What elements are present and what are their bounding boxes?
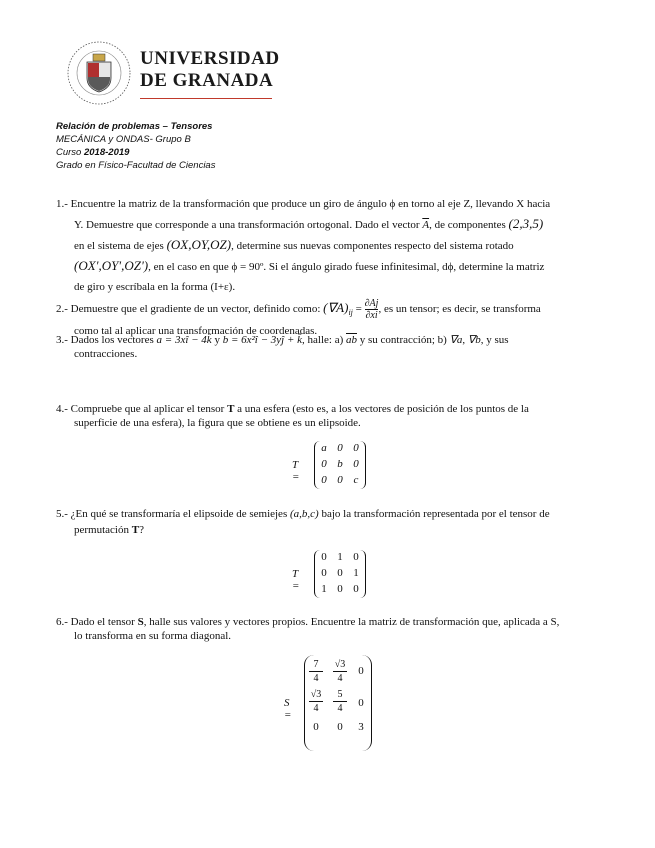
p5-text: 5.- ¿En qué se transformaría el elipsoide de semiejes [56,508,290,520]
matrix-cell: 0 [353,458,359,470]
p1-components: (2,3,5) [508,216,544,231]
matrix-cell: 0 [337,474,343,486]
p4-text: a una esfera (esto es, a los vectores de posición de los puntos de la [234,403,529,415]
year-value: 2018-2019 [83,147,130,158]
matrix-cell: 1 [353,567,359,579]
p6-tensor-S: S [137,616,144,628]
year-prefix: Curso [56,147,84,158]
p6-r1c1 [307,659,325,684]
p3-text: , y sus [480,334,509,346]
p4-tensor-T: T [227,403,235,415]
frac-den: 4 [337,673,343,684]
problem-6 [56,615,601,643]
p4-matrix-body [314,441,366,489]
matrix-cell: 0 [353,442,359,454]
p1-text: , determine sus nuevas componentes respecto del sistema rotado [231,240,514,252]
p6-text: 6.- Dado el tensor [56,616,138,628]
matrix-cell: 0 [313,721,319,733]
matrix-cell: 0 [337,721,343,733]
p6-line2: lo transforma en su forma diagonal. [74,630,232,642]
p2-text: , es un tensor; es decir, se transforma [378,303,541,316]
matrix-cell: 0 [358,665,364,677]
p5-matrix-label: T = [292,568,300,592]
problem-4 [56,402,601,430]
p1-rotated-axes: (OX',OY',OZ') [74,258,149,273]
p2-frac-den: ∂xi [365,310,378,321]
p3-vector-b: b = 6x²î − 3yĵ + k̂ [222,334,303,346]
matrix-cell: 0 [353,583,359,595]
p6-matrix-label: S = [284,697,292,721]
p4-text: 4.- Compruebe que al aplicar el tensor [56,403,228,415]
matrix-cell: a [321,442,327,454]
p4-matrix-label: T = [292,459,300,483]
matrix-cell: 0 [321,567,327,579]
p1-text: en el sistema de ejes [74,240,167,252]
frac-num: √3 [310,689,322,700]
p6-line1 [56,615,601,629]
frac-den: 4 [313,703,319,714]
matrix-cell: 3 [358,721,364,733]
p2-line1 [56,298,601,321]
matrix-cell: 0 [353,551,359,563]
university-seal-logo [66,40,132,106]
frac-den: 4 [337,703,343,714]
p3-text: y [211,334,223,346]
p1-line1: 1.- Encuentre la matriz de la transformación que produce un giro de ángulo ϕ en torno al eje Z, llevando X hacia [56,198,551,210]
frac-num: 7 [313,659,319,670]
matrix-cell: c [353,474,359,486]
p5-text: permutación [74,524,132,536]
university-name [140,48,280,92]
problem-3 [56,333,601,361]
p4-line1 [56,402,601,416]
p2-subscript: ij [348,308,353,318]
p1-text: Y. Demuestre que corresponde a una transformación ortogonal. Dado el vector [74,219,423,231]
matrix-cell: 0 [337,583,343,595]
p3-text: , halle: a) [302,334,346,346]
p3-text: 3.- Dados los vectores [56,334,157,346]
matrix-cell: 1 [337,551,343,563]
p1-line3 [56,235,601,256]
p1-line5: de giro y escríbala en la forma (I+ε). [74,281,236,293]
course-name: MECÁNICA y ONDAS- Grupo B [56,134,191,145]
frac-num: 5 [337,689,343,700]
p6-r1c2 [331,659,349,684]
university-name-line1: UNIVERSIDAD [140,48,280,69]
p5-tensor-T: T [131,524,140,536]
p2-fraction [365,298,379,321]
p3-grad-a: ∇a [449,334,463,346]
p1-text: , en el caso en que ϕ = 90º. Si el ángulo girado fuese infinitesimal, dϕ, determine la matriz [148,261,545,273]
frac-den: 4 [313,673,319,684]
p3-line2: contracciones. [74,348,138,360]
p6-matrix-body [304,655,372,751]
p6-r2c1 [307,689,325,714]
p3-line1 [56,333,601,347]
p6-text: , halle sus valores y vectores propios. Encuentre la matriz de transformación que, aplicada a S, [143,616,560,628]
p1-vector-a: $\overline{A}$ [422,219,430,231]
p3-dyad: $\overline{ab}$ [346,334,357,346]
header-divider [140,98,272,99]
matrix-cell: 0 [337,442,343,454]
p3-text: , [462,334,468,346]
p3-grad-b: ∇b [467,334,481,346]
p3-vector-a: a = 3xî − 4k̂ [156,334,212,346]
matrix-cell: 0 [321,474,327,486]
frac-num: √3 [334,659,346,670]
matrix-cell: 0 [321,551,327,563]
p5-text: ? [139,524,144,536]
p5-line1 [56,506,601,522]
p5-line2 [56,522,601,538]
p5-semiaxes: (a,b,c) [289,508,319,520]
p2-text: 2.- Demuestre que el gradiente de un vector, definido como: [56,303,324,316]
p5-text: bajo la transformación representada por el tensor de [318,508,550,520]
matrix-cell: b [337,458,343,470]
p1-axes: (OX,OY,OZ) [166,237,232,252]
problem-2 [56,298,601,338]
degree-name: Grado en Físico-Facultad de Ciencias [56,160,216,171]
p1-line2 [56,214,601,235]
p2-gradient: (∇A) [323,300,349,316]
p4-line2: superficie de una esfera), la figura que se obtiene es un elipsoide. [74,417,361,429]
p1-line4 [56,256,601,277]
matrix-cell: 0 [337,567,343,579]
problem-1 [56,194,601,297]
p5-matrix-body [314,550,366,598]
course-year [56,146,215,159]
university-name-line2: DE GRANADA [140,70,274,91]
matrix-cell: 0 [358,697,364,709]
p2-frac-num: ∂Aj [364,298,379,309]
p6-r2c2 [331,689,349,714]
p2-line2: como tal al aplicar una transformación de coordenadas. [74,325,318,337]
p1-text: , de componentes [429,219,509,231]
document-title: Relación de problemas – Tensores [56,121,213,132]
matrix-cell: 0 [321,458,327,470]
document-header [56,120,215,172]
problem-5 [56,506,601,538]
p2-equals: = [352,303,365,316]
p3-text: y su contracción; b) [357,334,450,346]
matrix-cell: 1 [321,583,327,595]
